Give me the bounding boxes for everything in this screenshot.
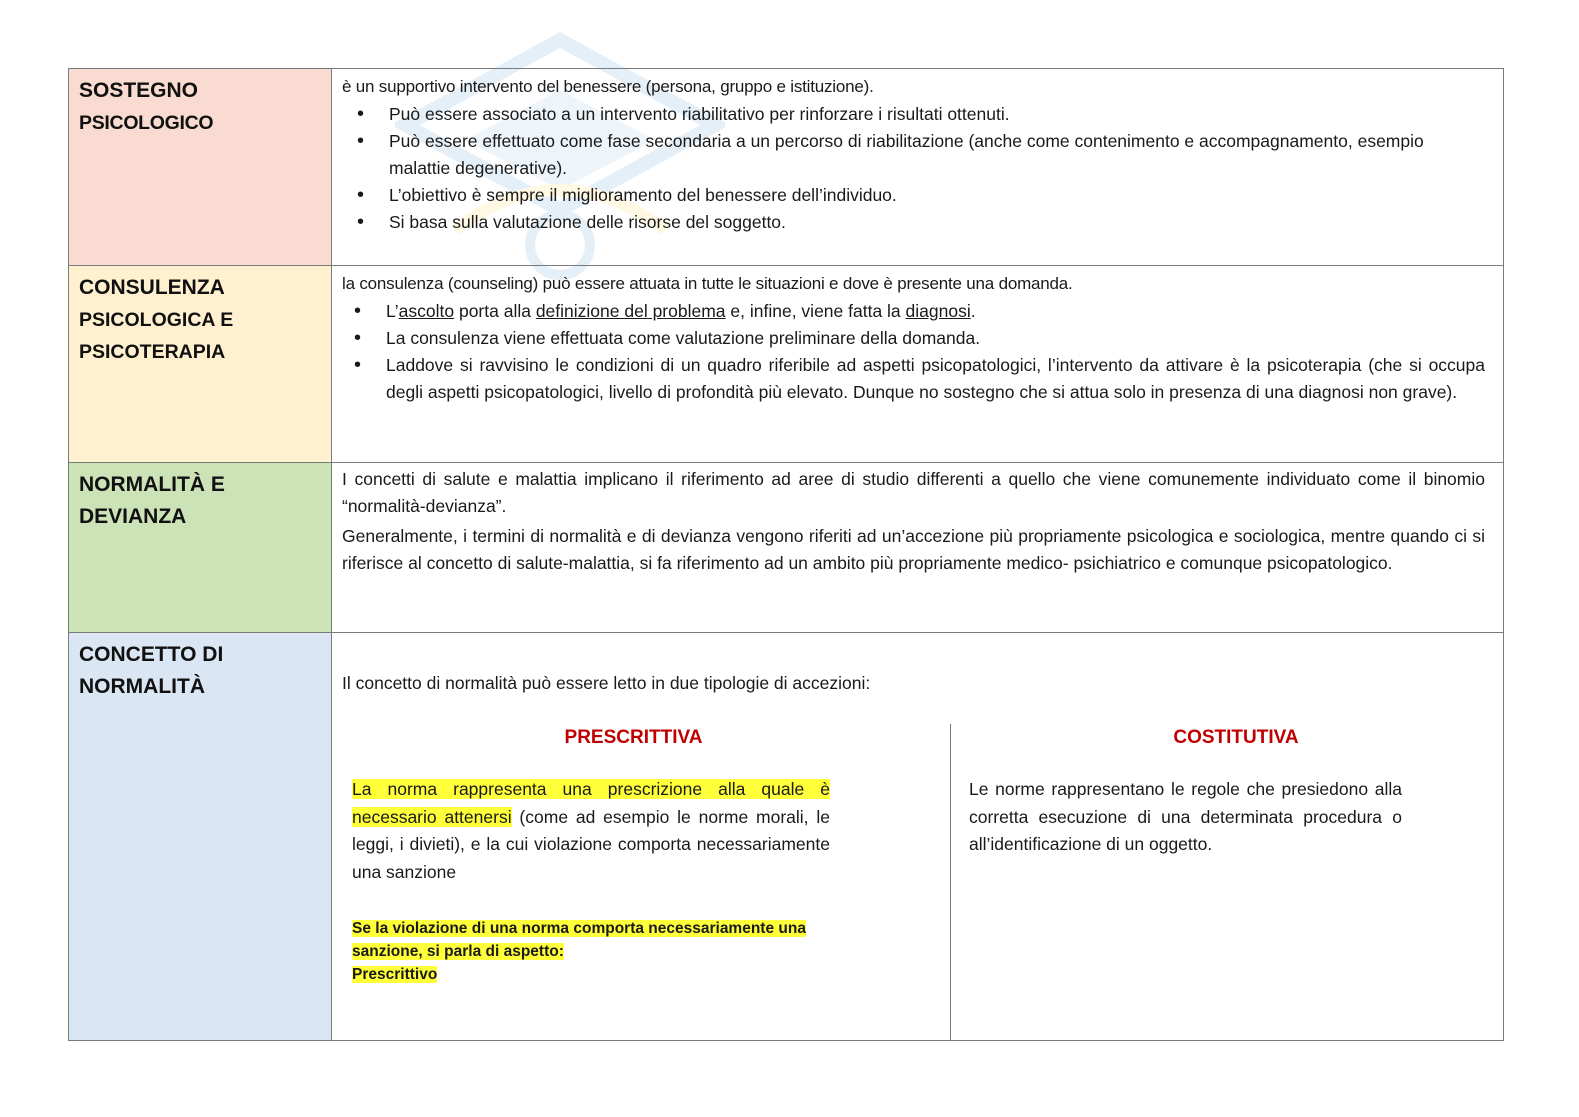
row-heading bbox=[69, 633, 332, 1041]
list-item bbox=[386, 298, 1485, 325]
paragraph: I concetti di salute e malattia implicano il riferimento ad aree di studio differenti a quello che viene comunemente individuato come il binomio “normalità-devianza”. bbox=[342, 469, 1485, 516]
column-title: COSTITUTIVA bbox=[1173, 727, 1299, 748]
list-item: • Si basa sulla valutazione delle risorse del soggetto. bbox=[389, 209, 1485, 236]
intro-text: la consulenza (counseling) può essere attuata in tutte le situazioni e dove è presente una domanda. bbox=[342, 274, 1073, 293]
note-text: Prescrittivo bbox=[352, 966, 438, 983]
row-content bbox=[332, 69, 1504, 266]
row-heading bbox=[69, 463, 332, 633]
two-column-comparison bbox=[342, 724, 1503, 1040]
heading-line: SOSTEGNO bbox=[79, 79, 199, 102]
underlined-text: ascolto bbox=[398, 301, 455, 321]
heading-line: PSICOTERAPIA bbox=[79, 341, 226, 363]
column-title: PRESCRITTIVA bbox=[564, 727, 703, 748]
underlined-text: diagnosi bbox=[905, 301, 971, 321]
bullet-list bbox=[342, 101, 1485, 236]
list-item: • Laddove si ravvisino le condizioni di un quadro riferibile ad aspetti psicopatologici, l’intervento da attivare è la psicoterapia (che si occupa degli aspetti psicopatologici, livello di profondità più elevato. Dunque no sostegno che si attua solo in presenza di una diagnosi non grave). bbox=[386, 352, 1485, 406]
note-text: Se la violazione di una norma comporta necessariamente una sanzione, si parla di aspetto: bbox=[352, 920, 806, 960]
list-item: • L’obiettivo è sempre il miglioramento del benessere dell’individuo. bbox=[389, 182, 1485, 209]
column-costitutiva bbox=[951, 724, 1503, 1040]
table-row bbox=[69, 463, 1504, 633]
heading-line: NORMALITÀ bbox=[79, 675, 205, 698]
heading-line: DEVIANZA bbox=[79, 505, 187, 528]
heading-line: PSICOLOGICA E bbox=[79, 309, 234, 331]
text-run: e, infine, viene fatta la bbox=[725, 301, 906, 321]
bullet-list bbox=[342, 298, 1485, 406]
text-run: (come ad esempio le norme morali, le leggi, i divieti), e la cui violazione comporta necessariamente una sanzione bbox=[352, 806, 830, 882]
heading-line: NORMALITÀ E bbox=[79, 473, 225, 496]
list-item: • Può essere associato a un intervento riabilitativo per rinforzare i risultati ottenuti. bbox=[389, 101, 1485, 128]
intro-text: Il concetto di normalità può essere letto in due tipologie di accezioni: bbox=[342, 673, 871, 693]
heading-line: CONSULENZA bbox=[79, 276, 225, 299]
column-text: Le norme rappresentano le regole che presiedono alla corretta esecuzione di una determinata procedura o all’identificazione di un oggetto. bbox=[969, 779, 1402, 854]
text-run: L’ bbox=[386, 301, 399, 321]
table-row bbox=[69, 69, 1504, 266]
underlined-text: definizione del problema bbox=[535, 301, 726, 321]
row-content bbox=[332, 633, 1504, 1041]
heading-line: CONCETTO DI bbox=[79, 643, 224, 666]
list-item: • Può essere effettuato come fase secondaria a un percorso di riabilitazione (anche come contenimento e accompagnamento, esempio malattie degenerative). bbox=[389, 128, 1485, 182]
heading-line: PSICOLOGICO bbox=[79, 112, 214, 134]
row-heading bbox=[69, 69, 332, 266]
intro-text: è un supportivo intervento del benessere (persona, gruppo e istituzione). bbox=[342, 77, 874, 96]
table-row bbox=[69, 266, 1504, 463]
column-prescrittiva bbox=[342, 724, 951, 1040]
row-content bbox=[332, 266, 1504, 463]
table-row bbox=[69, 633, 1504, 1041]
row-heading bbox=[69, 266, 332, 463]
paragraph: Generalmente, i termini di normalità e di devianza vengono riferiti ad un’accezione più propriamente psicologica e sociologica, mentre quando ci si riferisce al concetto di salute-malattia, si fa riferimento ad un ambito più propriamente medico- psichiatrico e comunque psicopatologico. bbox=[342, 526, 1485, 573]
content-table bbox=[68, 68, 1504, 1041]
highlighted-text: La norma rappresenta una prescrizione alla quale è necessario attenersi bbox=[352, 779, 830, 827]
text-run: porta alla bbox=[454, 301, 536, 321]
column-text bbox=[352, 776, 830, 886]
list-item: • La consulenza viene effettuata come valutazione preliminare della domanda. bbox=[386, 325, 1485, 352]
text-run: . bbox=[970, 301, 976, 321]
row-content bbox=[332, 463, 1504, 633]
highlighted-note bbox=[352, 917, 832, 986]
